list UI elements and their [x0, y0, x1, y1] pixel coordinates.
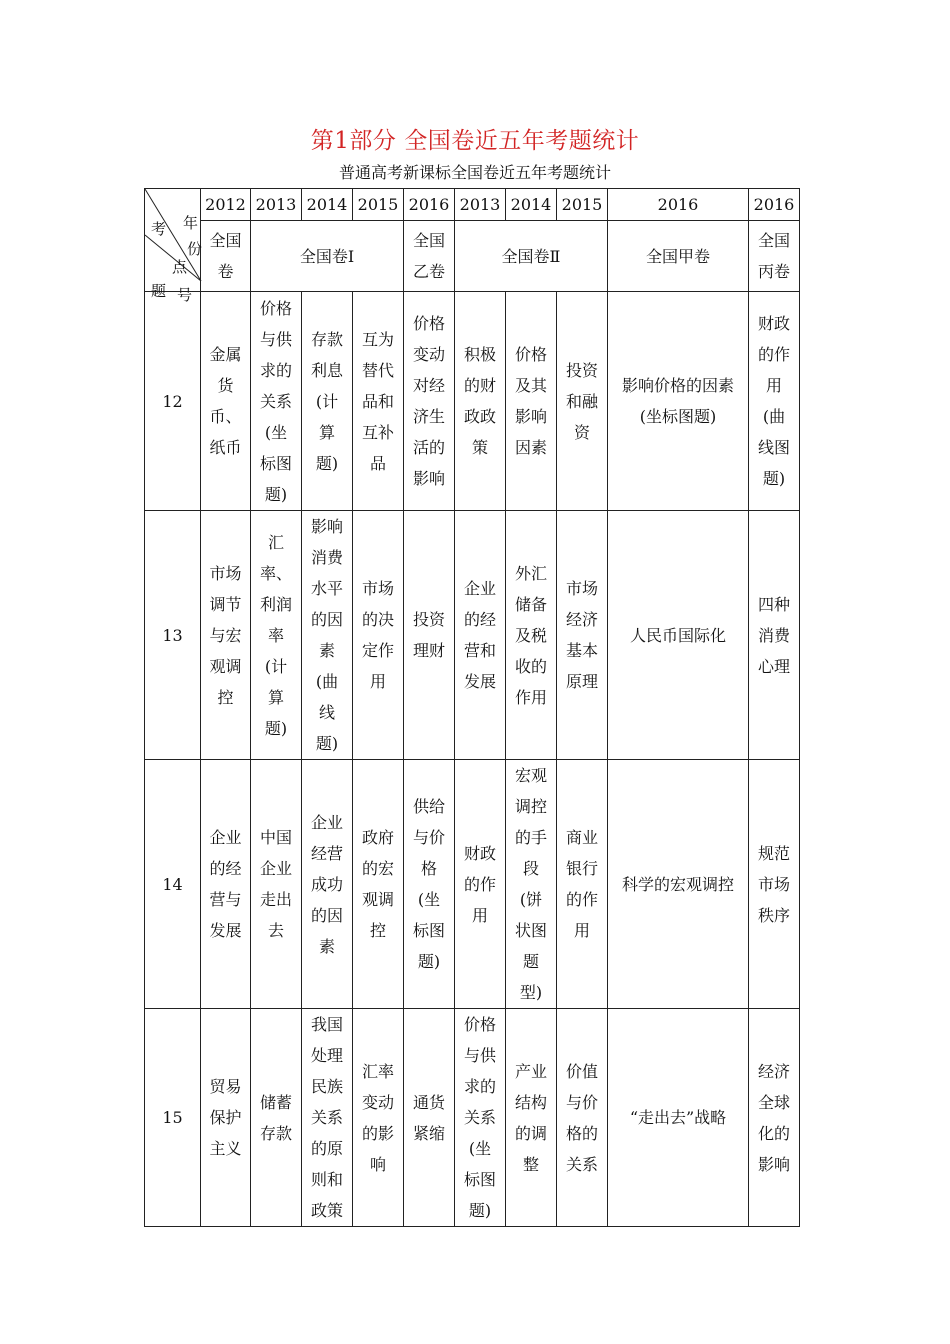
topic-text: 企业的经营与发展 [209, 828, 242, 940]
topic-text: 商业银行的作用 [565, 828, 598, 940]
exam-label: 全国卷 [209, 231, 242, 281]
table-cell [201, 511, 251, 760]
year-header-cell: 2013 [251, 189, 302, 221]
table-cell [302, 292, 353, 511]
year-header-cell: 2016 [608, 189, 749, 221]
year-header-cell: 2013 [455, 189, 506, 221]
topic-text: 外汇储备及税收的作用 [514, 563, 547, 707]
topic-text: 互为替代品和互补品 [361, 329, 394, 473]
topic-text: 价格及其影响因素 [514, 345, 547, 457]
year-header-cell: 2015 [557, 189, 608, 221]
table-cell [251, 292, 302, 511]
topic-text: 价格与供求的关系(坐标图题) [463, 1015, 496, 1220]
table-cell [749, 511, 800, 760]
corner-label-topic-2: 点 [172, 258, 188, 276]
table-cell [506, 760, 557, 1009]
question-number-cell: 13 [145, 511, 201, 760]
table-cell [251, 760, 302, 1009]
topic-text: 积极的财政政策 [463, 345, 496, 457]
exam-label: 全国乙卷 [412, 231, 445, 281]
corner-label-year-1: 年 [183, 214, 199, 232]
table-cell [608, 292, 749, 511]
topic-text: 汇率、利润率(计算题) [259, 532, 292, 738]
table-cell [201, 1009, 251, 1227]
table-cell [506, 1009, 557, 1227]
table-row [145, 760, 800, 1009]
topic-text: 通货紧缩 [412, 1092, 445, 1143]
table-cell [404, 292, 455, 511]
table-cell [608, 511, 749, 760]
exam-header-cell: 全国卷Ⅱ [455, 221, 608, 292]
topic-text: 价格变动对经济生活的影响 [412, 314, 445, 488]
table-row [145, 292, 800, 511]
table-cell [201, 760, 251, 1009]
topic-text: 投资理财 [412, 610, 445, 660]
topic-text: 企业的经营和发展 [463, 579, 496, 691]
year-header-cell: 2014 [506, 189, 557, 221]
topic-text: 宏观调控的手段(饼状图题型) [514, 766, 547, 1002]
topic-text: 存款利息(计算题) [310, 329, 343, 473]
corner-label-topic-1: 考 [151, 220, 167, 238]
table-cell [506, 511, 557, 760]
exam-header-cell [749, 221, 800, 292]
year-header-cell: 2016 [749, 189, 800, 221]
corner-label-number-1: 题 [151, 282, 167, 300]
topic-text: 市场调节与宏观调控 [209, 563, 242, 707]
table-cell [251, 1009, 302, 1227]
topic-text: 人民币国际化 [629, 625, 726, 645]
table-cell [302, 511, 353, 760]
year-header-cell: 2015 [353, 189, 404, 221]
year-header-cell: 2014 [302, 189, 353, 221]
table-cell [455, 292, 506, 511]
page-title: 第1部分 全国卷近五年考题统计 [310, 128, 640, 154]
table-row [145, 1009, 800, 1227]
topic-text: 影响价格的因素(坐标图题) [621, 376, 734, 426]
topic-text: 财政的作用(曲线图题) [757, 314, 790, 488]
year-header-cell: 2016 [404, 189, 455, 221]
table-cell [353, 1009, 404, 1227]
exam-header-cell: 全国卷Ⅰ [251, 221, 404, 292]
table-cell [749, 1009, 800, 1227]
exam-header-cell: 全国甲卷 [608, 221, 749, 292]
table-cell [557, 760, 608, 1009]
question-number-cell: 14 [145, 760, 201, 1009]
header-corner-cell [145, 189, 203, 304]
topic-text: 储蓄存款 [259, 1092, 292, 1143]
topic-text: 金属货币、纸币 [209, 345, 242, 457]
topic-text: 中国企业走出去 [259, 828, 292, 940]
table-cell [557, 511, 608, 760]
table-cell [353, 292, 404, 511]
exam-statistics-table [144, 188, 800, 1227]
topic-text: 价值与价格的关系 [565, 1061, 598, 1174]
table-cell [455, 511, 506, 760]
table-cell [251, 511, 302, 760]
table-row [145, 511, 800, 760]
table-cell [353, 511, 404, 760]
topic-text: 产业结构的调整 [514, 1061, 547, 1174]
table-cell [302, 1009, 353, 1227]
table-cell [557, 292, 608, 511]
topic-text: 四种消费心理 [757, 594, 790, 676]
topic-text: 企业经营成功的因素 [310, 812, 343, 956]
table-cell [455, 1009, 506, 1227]
topic-text: 财政的作用 [463, 843, 496, 925]
exam-label: 全国丙卷 [757, 231, 790, 281]
table-cell [557, 1009, 608, 1227]
topic-text: “走出去”战略 [629, 1108, 727, 1127]
topic-text: 价格与供求的关系(坐标图题) [259, 298, 292, 504]
table-caption: 普通高考新课标全国卷近五年考题统计 [338, 163, 611, 182]
year-header-cell: 2012 [201, 189, 251, 221]
table-cell [404, 511, 455, 760]
topic-text: 供给与价格(坐标图题) [412, 797, 445, 971]
table-cell [302, 760, 353, 1009]
topic-text: 市场经济基本原理 [565, 579, 598, 691]
table-cell [608, 760, 749, 1009]
corner-label-number-2: 号 [177, 286, 193, 304]
topic-text: 影响消费水平的因素(曲线题) [310, 517, 343, 753]
exam-header-cell [404, 221, 455, 292]
question-number-cell: 12 [145, 292, 201, 511]
table-cell [749, 760, 800, 1009]
table-cell [749, 292, 800, 511]
table-cell [506, 292, 557, 511]
corner-label-year-2: 份 [187, 240, 203, 258]
table-cell [404, 1009, 455, 1227]
topic-text: 汇率变动的影响 [361, 1061, 394, 1174]
exam-header-cell [201, 221, 251, 292]
topic-text: 规范市场秩序 [757, 843, 790, 925]
table-cell [201, 292, 251, 511]
table-cell [353, 760, 404, 1009]
table-cell [455, 760, 506, 1009]
table-cell [608, 1009, 749, 1227]
question-number-cell: 15 [145, 1009, 201, 1227]
topic-text: 经济全球化的影响 [757, 1061, 790, 1174]
topic-text: 投资和融资 [565, 360, 598, 442]
table-cell [404, 760, 455, 1009]
topic-text: 政府的宏观调控 [361, 828, 394, 940]
topic-text: 我国处理民族关系的原则和政策 [310, 1015, 343, 1220]
topic-text: 科学的宏观调控 [621, 874, 734, 894]
topic-text: 市场的决定作用 [361, 579, 394, 691]
topic-text: 贸易保护主义 [209, 1077, 242, 1158]
